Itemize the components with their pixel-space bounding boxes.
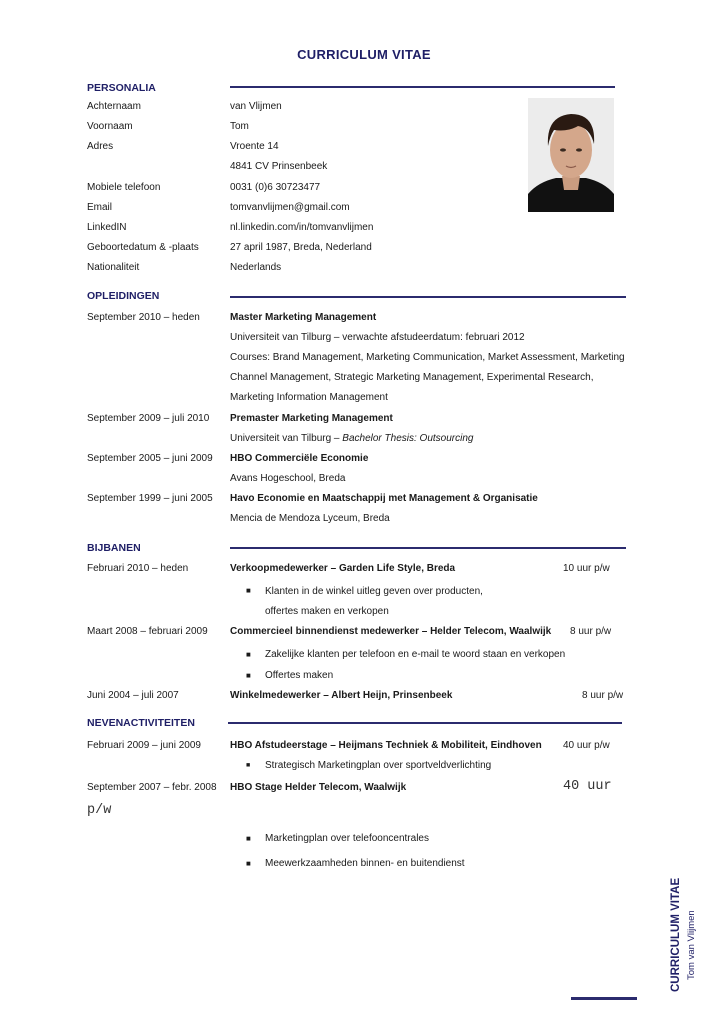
side-name: Tom van Vlijmen — [686, 910, 697, 980]
opleiding-period: September 2010 – heden — [87, 312, 200, 323]
job-hours: 8 uur p/w — [570, 626, 612, 637]
section-heading-personalia: PERSONALIA — [87, 82, 156, 94]
job-title: Verkoopmedewerker – Garden Life Style, Breda — [230, 563, 456, 574]
bullet-icon: ■ — [246, 762, 251, 769]
section-heading-bijbanen: BIJBANEN — [87, 542, 141, 554]
activity-hours: 40 uur — [563, 779, 612, 794]
job-task: offertes maken en verkopen — [265, 606, 389, 617]
page-title: CURRICULUM VITAE — [297, 47, 431, 62]
label-email: Email — [87, 202, 113, 213]
opleiding-institution: Mencia de Mendoza Lyceum, Breda — [230, 513, 390, 524]
label-achternaam: Achternaam — [87, 101, 141, 112]
opleiding-institution: Universiteit van Tilburg – — [230, 433, 343, 444]
opleiding-detail: Marketing Information Management — [230, 392, 388, 403]
opleiding-period: September 2005 – juni 2009 — [87, 453, 213, 464]
label-linkedin: LinkedIN — [87, 222, 127, 233]
bullet-icon: ■ — [246, 834, 251, 843]
job-task: Offertes maken — [265, 670, 334, 681]
label-geboortedatum: Geboortedatum & -plaats — [87, 242, 199, 253]
opleiding-name: Master Marketing Management — [230, 312, 377, 323]
side-title: CURRICULUM VITAE — [670, 877, 682, 992]
side-label — [664, 860, 704, 995]
value-email[interactable]: tomvanvlijmen@gmail.com — [230, 202, 350, 213]
opleiding-name: Havo Economie en Maatschappij met Management & Organisatie — [230, 493, 538, 504]
section-heading-nevenactiviteiten: NEVENACTIVITEITEN — [87, 717, 195, 729]
bullet-icon: ■ — [246, 586, 251, 595]
activity-task: Strategisch Marketingplan over sportveldverlichting — [265, 760, 492, 771]
section-rule — [228, 722, 622, 724]
job-hours: 10 uur p/w — [563, 563, 610, 574]
label-mobiel: Mobiele telefoon — [87, 182, 161, 193]
section-rule — [230, 296, 626, 298]
opleiding-period: September 1999 – juni 2005 — [87, 493, 213, 504]
section-rule — [230, 86, 615, 88]
opleiding-detail: Channel Management, Strategic Marketing Management, Experimental Research, — [230, 372, 594, 383]
value-geboortedatum: 27 april 1987, Breda, Nederland — [230, 242, 372, 253]
activity-title: HBO Stage Helder Telecom, Waalwijk — [230, 782, 407, 793]
opleiding-thesis: Bachelor Thesis: Outsourcing — [342, 433, 474, 444]
opleiding-name: Premaster Marketing Management — [230, 413, 393, 424]
label-nationaliteit: Nationaliteit — [87, 262, 140, 273]
job-period: Juni 2004 – juli 2007 — [87, 690, 179, 701]
section-rule — [230, 547, 626, 549]
footer-rule — [571, 997, 637, 1000]
bullet-icon: ■ — [246, 650, 251, 659]
value-adres: Vroente 14 — [230, 141, 279, 152]
activity-title: HBO Afstudeerstage – Heijmans Techniek & Mobiliteit, Eindhoven — [230, 740, 542, 751]
bullet-icon: ■ — [246, 671, 251, 680]
activity-hours: 40 uur p/w — [563, 740, 610, 751]
activity-period: September 2007 – febr. 2008 — [87, 782, 217, 793]
portrait-image — [528, 98, 614, 212]
activity-task: Meewerkzaamheden binnen- en buitendienst — [265, 858, 465, 869]
activity-task: Marketingplan over telefooncentrales — [265, 833, 429, 844]
section-heading-opleidingen: OPLEIDINGEN — [87, 290, 160, 302]
value-voornaam: Tom — [230, 121, 249, 132]
opleiding-period: September 2009 – juli 2010 — [87, 413, 210, 424]
value-postcode: 4841 CV Prinsenbeek — [230, 161, 328, 172]
value-achternaam: van Vlijmen — [230, 101, 282, 112]
opleiding-detail — [230, 433, 473, 444]
opleiding-institution: Avans Hogeschool, Breda — [230, 473, 346, 484]
job-period: Februari 2010 – heden — [87, 563, 189, 574]
opleiding-detail: Universiteit van Tilburg – verwachte afstudeerdatum: februari 2012 — [230, 332, 525, 343]
value-mobiel: 0031 (0)6 30723477 — [230, 182, 321, 193]
opleiding-detail: Courses: Brand Management, Marketing Communication, Market Assessment, Marketing — [230, 352, 625, 363]
job-title: Commercieel binnendienst medewerker – Helder Telecom, Waalwijk — [230, 626, 552, 637]
job-period: Maart 2008 – februari 2009 — [87, 626, 208, 637]
bullet-icon: ■ — [246, 859, 251, 868]
job-hours: 8 uur p/w — [582, 690, 624, 701]
job-task: Klanten in de winkel uitleg geven over producten, — [265, 586, 483, 597]
label-adres: Adres — [87, 141, 114, 152]
activity-hours-unit: p/w — [87, 803, 112, 818]
job-title: Winkelmedewerker – Albert Heijn, Prinsenbeek — [230, 690, 453, 701]
profile-photo — [528, 98, 614, 212]
value-linkedin[interactable]: nl.linkedin.com/in/tomvanvlijmen — [230, 222, 374, 233]
label-voornaam: Voornaam — [87, 121, 133, 132]
activity-period: Februari 2009 – juni 2009 — [87, 740, 201, 751]
value-nationaliteit: Nederlands — [230, 262, 282, 273]
job-task: Zakelijke klanten per telefoon en e-mail te woord staan en verkopen — [265, 649, 566, 660]
opleiding-name: HBO Commerciële Economie — [230, 453, 369, 464]
